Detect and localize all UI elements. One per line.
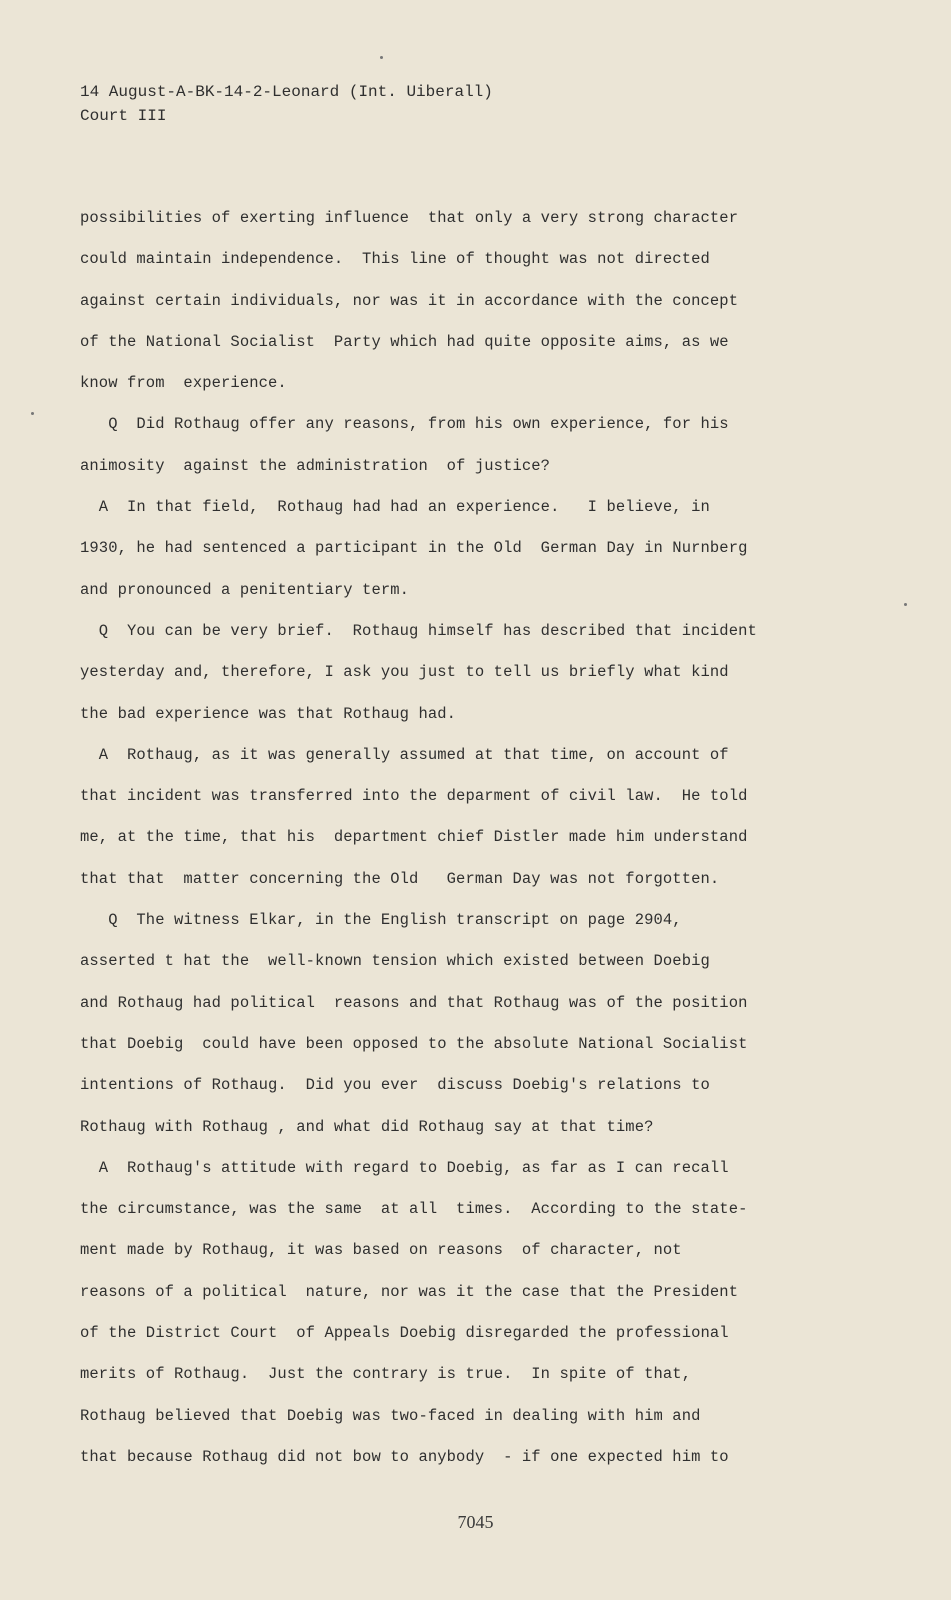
transcript-line: merits of Rothaug. Just the contrary is true. In spite of that,	[80, 1365, 692, 1384]
transcript-line: and Rothaug had political reasons and that Rothaug was of the position	[80, 993, 748, 1012]
transcript-line: could maintain independence. This line of thought was not directed	[80, 250, 710, 269]
transcript-line: Q Did Rothaug offer any reasons, from his own experience, for his	[80, 415, 729, 434]
transcript-line: A Rothaug's attitude with regard to Doebig, as far as I can recall	[80, 1158, 729, 1177]
transcript-line: against certain individuals, nor was it in accordance with the concept	[80, 291, 739, 310]
transcript-line: A In that field, Rothaug had had an experience. I believe, in	[80, 498, 710, 517]
header-reference: 14 August-A-BK-14-2-Leonard (Int. Uiberall)	[80, 83, 493, 101]
transcript-line: 1930, he had sentenced a participant in the Old German Day in Nurnberg	[80, 539, 748, 558]
transcript-line: yesterday and, therefore, I ask you just to tell us briefly what kind	[80, 663, 729, 682]
transcript-line: A Rothaug, as it was generally assumed at that time, on account of	[80, 745, 729, 764]
transcript-line: that Doebig could have been opposed to the absolute National Socialist	[80, 1034, 748, 1053]
transcript-line: the bad experience was that Rothaug had.	[80, 704, 457, 723]
transcript-line: of the National Socialist Party which had quite opposite aims, as we	[80, 332, 729, 351]
paper-speck	[380, 56, 383, 59]
transcript-line: that because Rothaug did not bow to anybody - if one expected him to	[80, 1447, 729, 1466]
transcript-line: asserted t hat the well-known tension which existed between Doebig	[80, 952, 710, 971]
transcript-line: ment made by Rothaug, it was based on reasons of character, not	[80, 1241, 682, 1260]
transcript-line: possibilities of exerting influence that only a very strong character	[80, 209, 739, 227]
paper-speck	[31, 412, 34, 415]
transcript-line: animosity against the administration of justice?	[80, 456, 551, 475]
transcript-line: Q The witness Elkar, in the English transcript on page 2904,	[80, 911, 682, 930]
transcript-line: intentions of Rothaug. Did you ever discuss Doebig's relations to	[80, 1076, 710, 1095]
transcript-line: Rothaug with Rothaug , and what did Rothaug say at that time?	[80, 1117, 654, 1136]
transcript-line: Rothaug believed that Doebig was two-faced in dealing with him and	[80, 1406, 701, 1425]
header-court: Court III	[80, 107, 167, 125]
transcript-line: that incident was transferred into the deparment of civil law. He told	[80, 787, 748, 806]
page-number: 7045	[457, 1512, 494, 1532]
transcript-line: know from experience.	[80, 374, 287, 393]
paper-speck	[904, 603, 907, 606]
transcript-line: Q You can be very brief. Rothaug himself has described that incident	[80, 621, 757, 640]
transcript-line: of the District Court of Appeals Doebig disregarded the professional	[80, 1324, 729, 1343]
transcript-line: me, at the time, that his department chief Distler made him understand	[80, 828, 748, 847]
transcript-line: that that matter concerning the Old German Day was not forgotten.	[80, 869, 720, 888]
document-header	[80, 80, 493, 128]
transcript-line: the circumstance, was the same at all times. According to the state-	[80, 1200, 748, 1219]
transcript-body	[80, 198, 840, 1478]
transcript-line: and pronounced a penitentiary term.	[80, 580, 410, 599]
transcript-line: reasons of a political nature, nor was it the case that the President	[80, 1282, 739, 1301]
